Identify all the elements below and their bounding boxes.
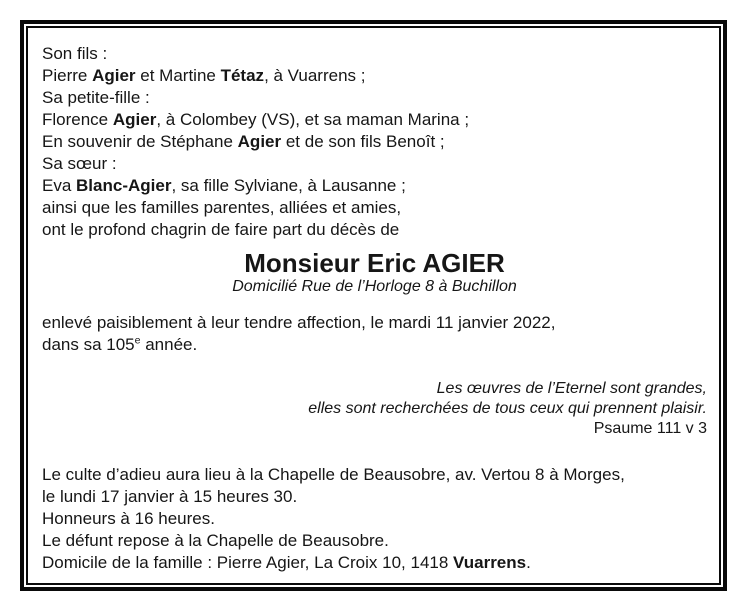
death-notice-line: enlevé paisiblement à leur tendre affection, le mardi 11 janvier 2022,: [42, 313, 556, 332]
family-list: [42, 43, 707, 241]
family-line: Sa petite-fille :: [42, 88, 150, 107]
announcement-frame-inner: [26, 26, 721, 585]
scripture-line: Les œuvres de l’Eternel sont grandes,: [436, 380, 707, 397]
deceased-name: Monsieur Eric AGIER: [244, 248, 505, 278]
family-line: Pierre Agier et Martine Tétaz, à Vuarrens ;: [42, 66, 366, 85]
ceremony-line: le lundi 17 janvier à 15 heures 30.: [42, 487, 298, 506]
family-line: Son fils :: [42, 44, 108, 63]
scripture-line: elles sont recherchées de tous ceux qui prennent plaisir.: [308, 400, 707, 417]
death-notice-line: dans sa 105e année.: [42, 334, 198, 354]
ceremony-line: Le culte d’adieu aura lieu à la Chapelle de Beausobre, av. Vertou 8 à Morges,: [42, 465, 625, 484]
scripture-reference: Psaume 111 v 3: [593, 420, 707, 437]
ceremony-line: Domicile de la famille : Pierre Agier, La Croix 10, 1418 Vuarrens.: [42, 553, 531, 572]
family-line: Sa sœur :: [42, 154, 117, 173]
family-line: ainsi que les familles parentes, alliées et amies,: [42, 198, 402, 217]
family-line: Florence Agier, à Colombey (VS), et sa maman Marina ;: [42, 110, 470, 129]
family-line: Eva Blanc-Agier, sa fille Sylviane, à Lausanne ;: [42, 176, 406, 195]
family-line: ont le profond chagrin de faire part du décès de: [42, 220, 400, 239]
ceremony-details: [42, 464, 707, 574]
scripture-quote: [42, 379, 707, 439]
ceremony-line: Honneurs à 16 heures.: [42, 509, 215, 528]
announcement-frame: [20, 20, 727, 591]
death-notice: [42, 312, 707, 356]
family-line: En souvenir de Stéphane Agier et de son fils Benoît ;: [42, 132, 445, 151]
ceremony-line: Le défunt repose à la Chapelle de Beausobre.: [42, 531, 389, 550]
residence-line: Domicilié Rue de l’Horloge 8 à Buchillon: [232, 278, 517, 295]
